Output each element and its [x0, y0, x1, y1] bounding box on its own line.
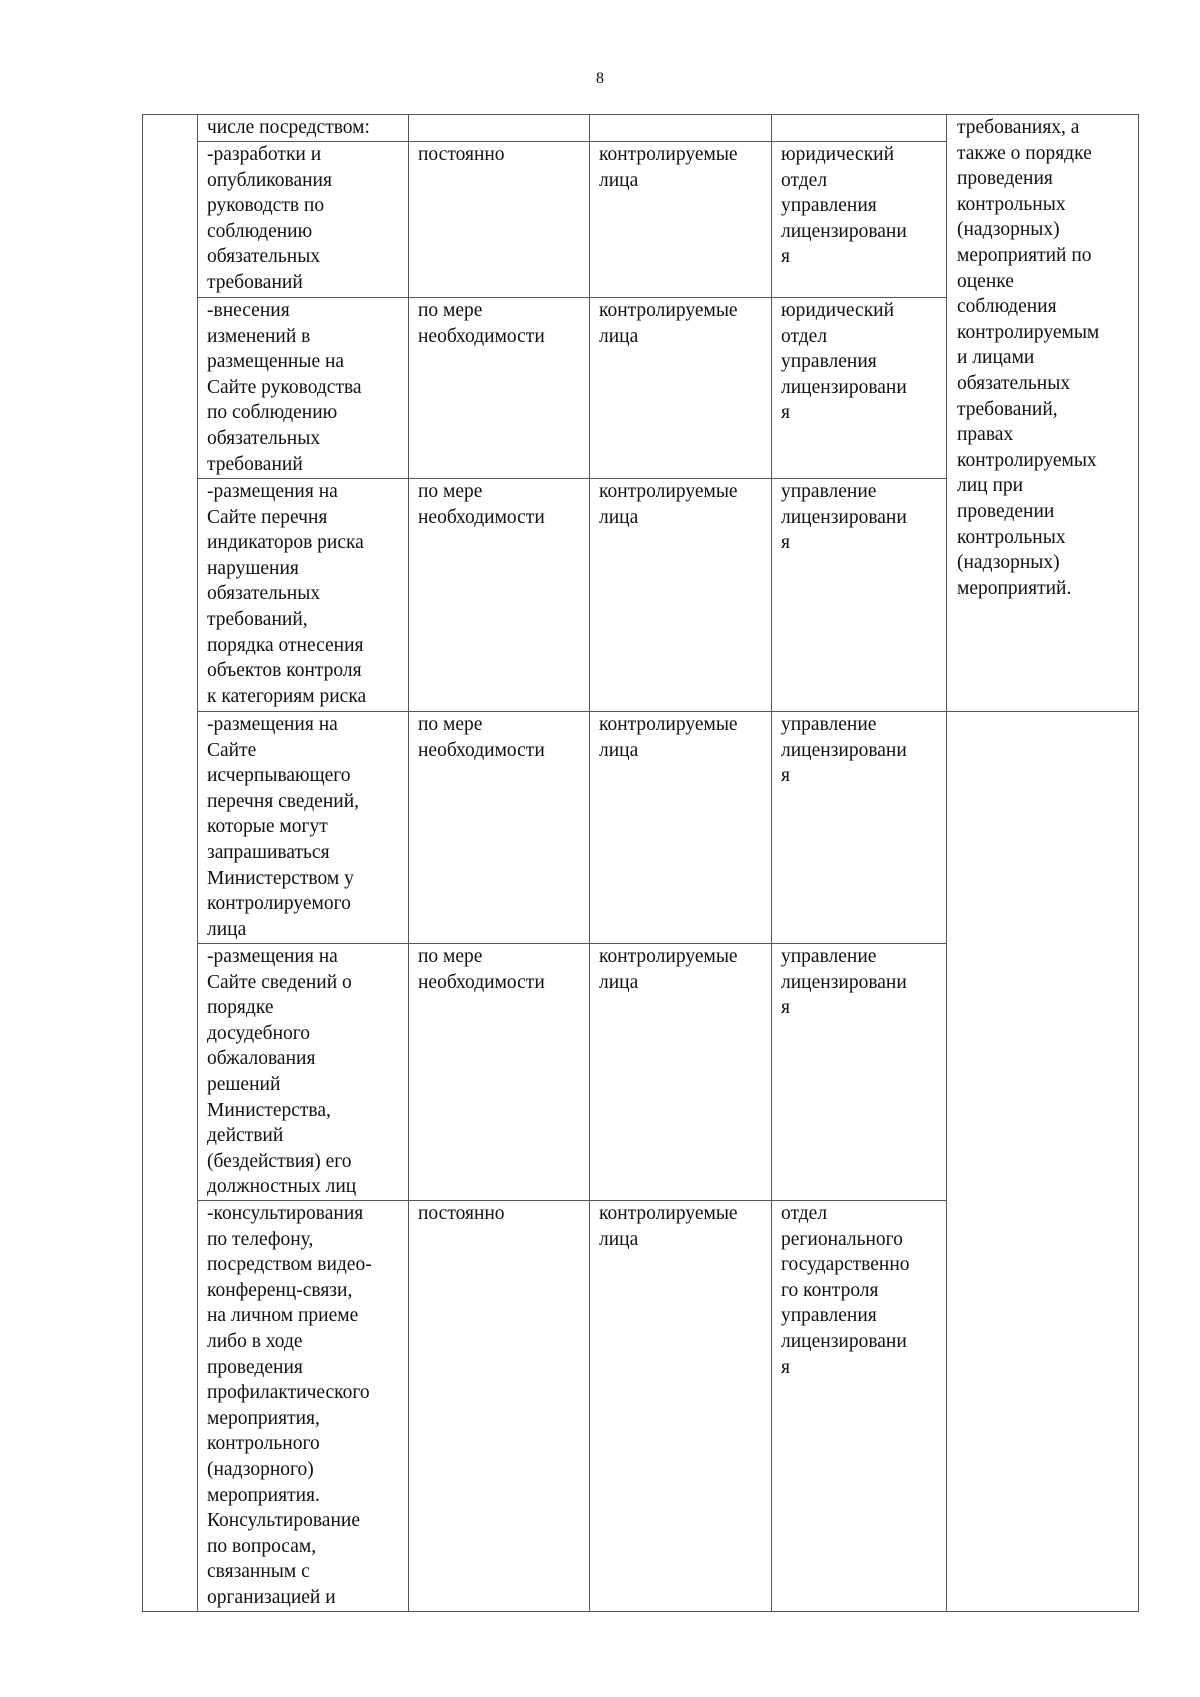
period-cell: [409, 115, 590, 142]
note-cell-empty: [947, 712, 1139, 1612]
note-text: требованиях, а также о порядке проведения контрольных (надзорных) мероприятий по оценке соблюдения контролируемым и лицами обязательных требований, правах контролируемых лиц при проведении контрольных (надзорных) мероприятий.: [957, 117, 1100, 599]
period-cell: [409, 712, 590, 944]
period-text: по мере необходимости: [418, 946, 545, 993]
responsible-text: управление лицензировани я: [781, 481, 907, 554]
page-number: 8: [596, 70, 604, 87]
activity-cell: [198, 298, 409, 479]
activity-cell: [198, 115, 409, 142]
responsible-text: управление лицензировани я: [781, 714, 907, 787]
responsible-cell: [772, 1201, 947, 1612]
subjects-text: контролируемые лица: [599, 300, 738, 347]
subjects-cell: [590, 944, 772, 1201]
responsible-text: юридический отдел управления лицензировани я: [781, 144, 907, 268]
responsible-cell: [772, 115, 947, 142]
activity-text: -консультирования по телефону, посредством видео- конференц-связи, на личном приеме либо в ходе проведения профилактического мероприятия, контрольного (надзорного) мероприятия. Консультирование по вопросам, связанным с организацией и: [207, 1203, 372, 1608]
period-text: по мере необходимости: [418, 300, 545, 347]
activity-cell: [198, 712, 409, 944]
activity-text: числе посредством:: [207, 117, 370, 138]
subjects-text: контролируемые лица: [599, 946, 738, 993]
responsible-text: юридический отдел управления лицензировани я: [781, 300, 907, 424]
activity-cell: [198, 142, 409, 298]
subjects-cell: [590, 1201, 772, 1612]
period-cell: [409, 479, 590, 712]
responsible-cell: [772, 298, 947, 479]
number-column-cell: [143, 115, 198, 1612]
period-cell: [409, 944, 590, 1201]
table-row: [143, 712, 1139, 944]
period-text: постоянно: [418, 1203, 505, 1224]
subjects-text: контролируемые лица: [599, 481, 738, 528]
subjects-text: контролируемые лица: [599, 1203, 738, 1250]
activity-text: -внесения изменений в размещенные на Сайте руководства по соблюдению обязательных требований: [207, 300, 362, 475]
table-row: [143, 115, 1139, 142]
responsible-text: управление лицензировани я: [781, 946, 907, 1019]
measures-table: [142, 114, 1139, 1612]
subjects-cell: [590, 712, 772, 944]
responsible-cell: [772, 142, 947, 298]
subjects-text: контролируемые лица: [599, 714, 738, 761]
responsible-cell: [772, 712, 947, 944]
subjects-cell: [590, 142, 772, 298]
activity-text: -размещения на Сайте исчерпывающего перечня сведений, которые могут запрашиваться Министерством у контролируемого лица: [207, 714, 360, 940]
period-text: постоянно: [418, 144, 505, 165]
period-cell: [409, 298, 590, 479]
period-cell: [409, 142, 590, 298]
activity-text: -разработки и опубликования руководств по соблюдению обязательных требований: [207, 144, 332, 293]
activity-cell: [198, 944, 409, 1201]
subjects-text: контролируемые лица: [599, 144, 738, 191]
activity-text: -размещения на Сайте сведений о порядке досудебного обжалования решений Министерства, действий (бездействия) его должностных лиц: [207, 946, 357, 1198]
subjects-cell: [590, 115, 772, 142]
period-cell: [409, 1201, 590, 1612]
responsible-cell: [772, 479, 947, 712]
activity-text: -размещения на Сайте перечня индикаторов риска нарушения обязательных требований, порядка отнесения объектов контроля к категориям риска: [207, 481, 367, 707]
note-cell: [947, 115, 1139, 712]
period-text: по мере необходимости: [418, 714, 545, 761]
responsible-cell: [772, 944, 947, 1201]
period-text: по мере необходимости: [418, 481, 545, 528]
activity-cell: [198, 479, 409, 712]
activity-cell: [198, 1201, 409, 1612]
responsible-text: отдел регионального государственно го контроля управления лицензировани я: [781, 1203, 910, 1378]
subjects-cell: [590, 298, 772, 479]
subjects-cell: [590, 479, 772, 712]
